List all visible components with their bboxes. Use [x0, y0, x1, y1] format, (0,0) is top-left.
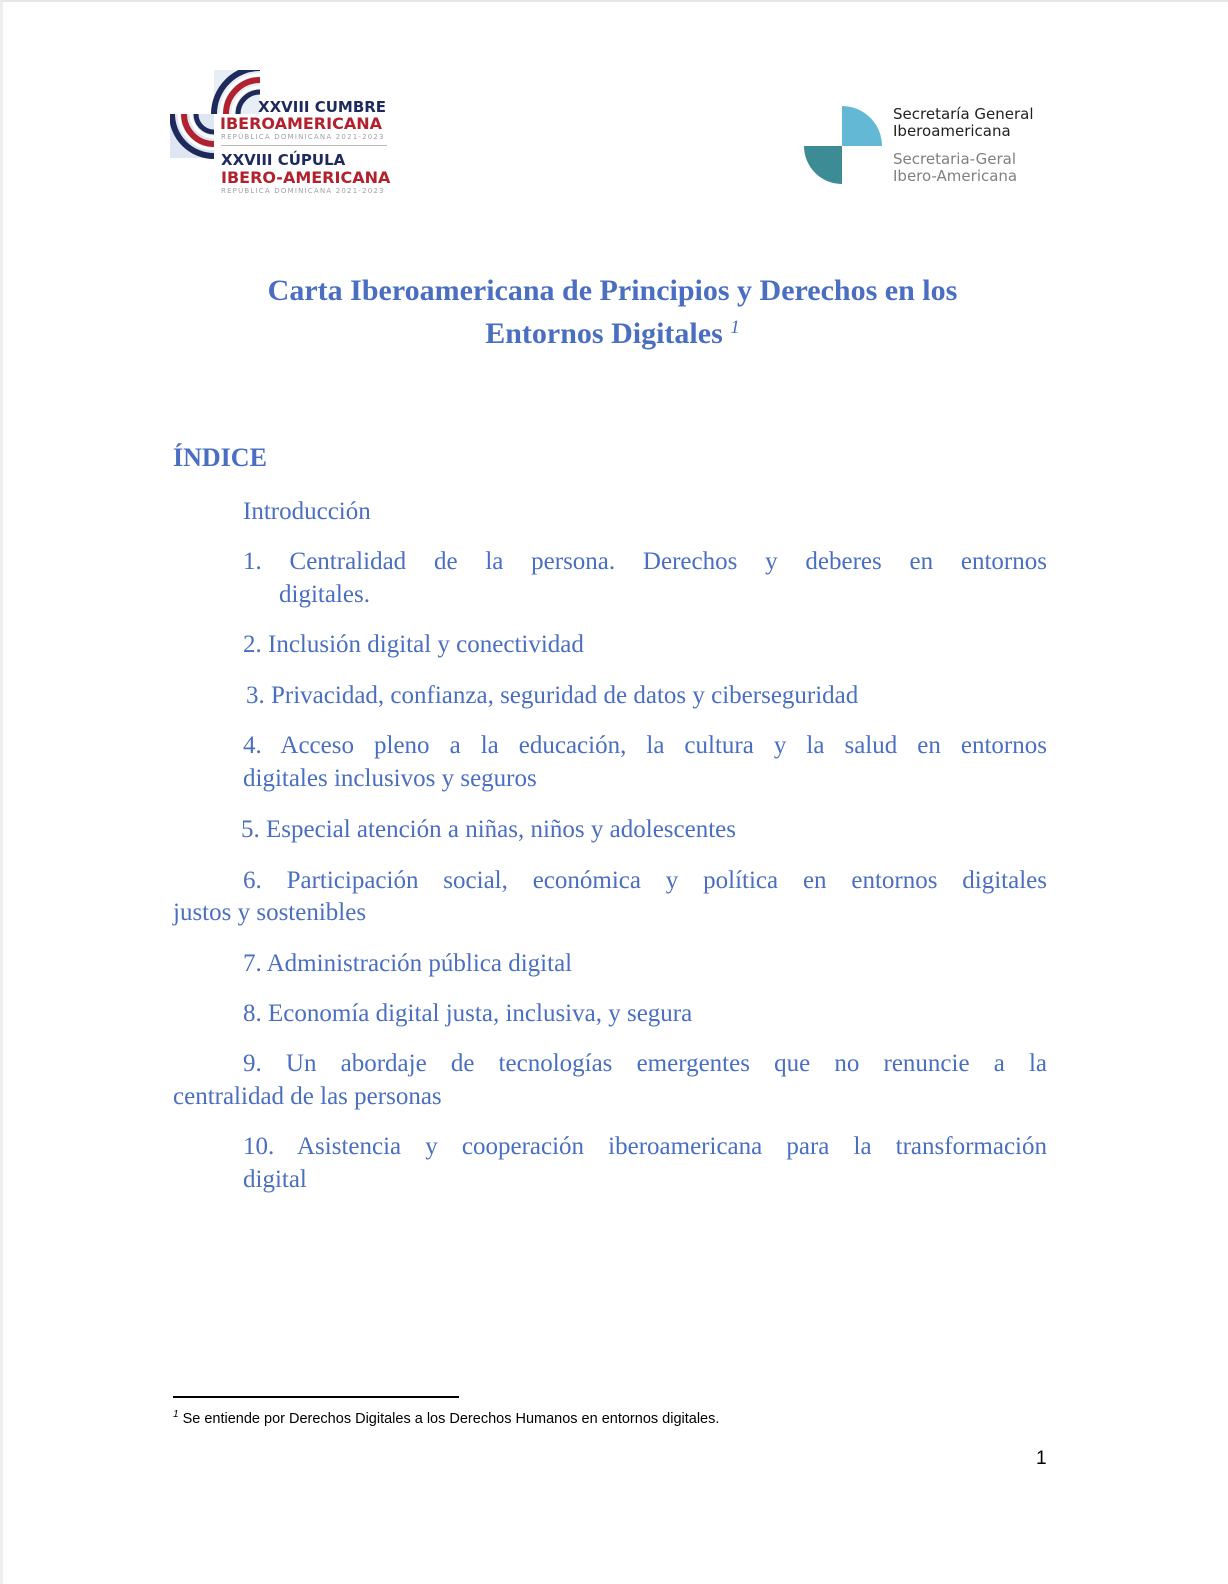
segib-quadrants-icon	[800, 100, 885, 190]
page-number: 1	[1036, 1448, 1047, 1469]
footnote	[173, 1409, 719, 1427]
toc-item-1-cont: digitales.	[279, 581, 370, 608]
document-title	[150, 272, 1075, 352]
cumbre-line2: IBEROAMERICANA	[220, 114, 382, 133]
toc-item-10-cont: digital	[243, 1166, 307, 1193]
cumbre-iberoamericana-logo	[170, 70, 390, 200]
footnote-ref: 1	[173, 1409, 179, 1420]
cumbre-line4: XXVIII CÚPULA	[221, 151, 346, 169]
cumbre-line3: REPÚBLICA DOMINICANA 2021-2023	[221, 133, 385, 141]
segib-line2: Iberoamericana	[893, 122, 1011, 140]
title-line-2	[150, 309, 1075, 352]
toc-item-6: 6. Participación social, económica y política en entornos digitales	[243, 867, 1047, 894]
logo-divider	[221, 145, 387, 146]
cumbre-line6: REPÚBLICA DOMINICANA 2021-2023	[221, 187, 385, 195]
segib-logo	[800, 100, 1040, 190]
toc-item-2: 2. Inclusión digital y conectividad	[243, 631, 584, 658]
toc-item-introduccion: Introducción	[243, 498, 371, 525]
toc-item-7: 7. Administración pública digital	[243, 950, 573, 977]
toc-item-4: 4. Acceso pleno a la educación, la cultura y la salud en entornos	[243, 732, 1047, 759]
toc-item-6-cont: justos y sostenibles	[173, 899, 367, 926]
toc-item-1: 1. Centralidad de la persona. Derechos y deberes en entornos	[243, 548, 1047, 575]
toc-item-8: 8. Economía digital justa, inclusiva, y segura	[243, 1000, 693, 1027]
title-line-1: Carta Iberoamericana de Principios y Derechos en los	[267, 274, 958, 307]
cumbre-line1: XXVIII CUMBRE	[258, 98, 387, 116]
segib-line4: Ibero-Americana	[893, 167, 1018, 185]
toc-item-3: 3. Privacidad, confianza, seguridad de datos y ciberseguridad	[246, 682, 859, 709]
toc-item-9-cont: centralidad de las personas	[173, 1083, 442, 1110]
toc-item-10: 10. Asistencia y cooperación iberoamericana para la transformación	[243, 1133, 1047, 1160]
cumbre-line5: IBERO-AMERICANA	[221, 168, 391, 187]
segib-line1: Secretaría General	[893, 105, 1034, 123]
toc-item-4-cont: digitales inclusivos y seguros	[243, 765, 537, 792]
footnote-separator	[173, 1396, 459, 1398]
segib-line3: Secretaria-Geral	[893, 150, 1017, 168]
toc-item-9: 9. Un abordaje de tecnologías emergentes que no renuncie a la	[243, 1050, 1047, 1077]
footnote-text: Se entiende por Derechos Digitales a los Derechos Humanos en entornos digitales.	[182, 1410, 720, 1427]
toc-item-5: 5. Especial atención a niñas, niños y adolescentes	[241, 816, 736, 843]
index-heading: ÍNDICE	[173, 443, 267, 472]
title-line-2-text: Entornos Digitales	[485, 317, 723, 350]
title-footnote-ref: 1	[730, 317, 740, 338]
